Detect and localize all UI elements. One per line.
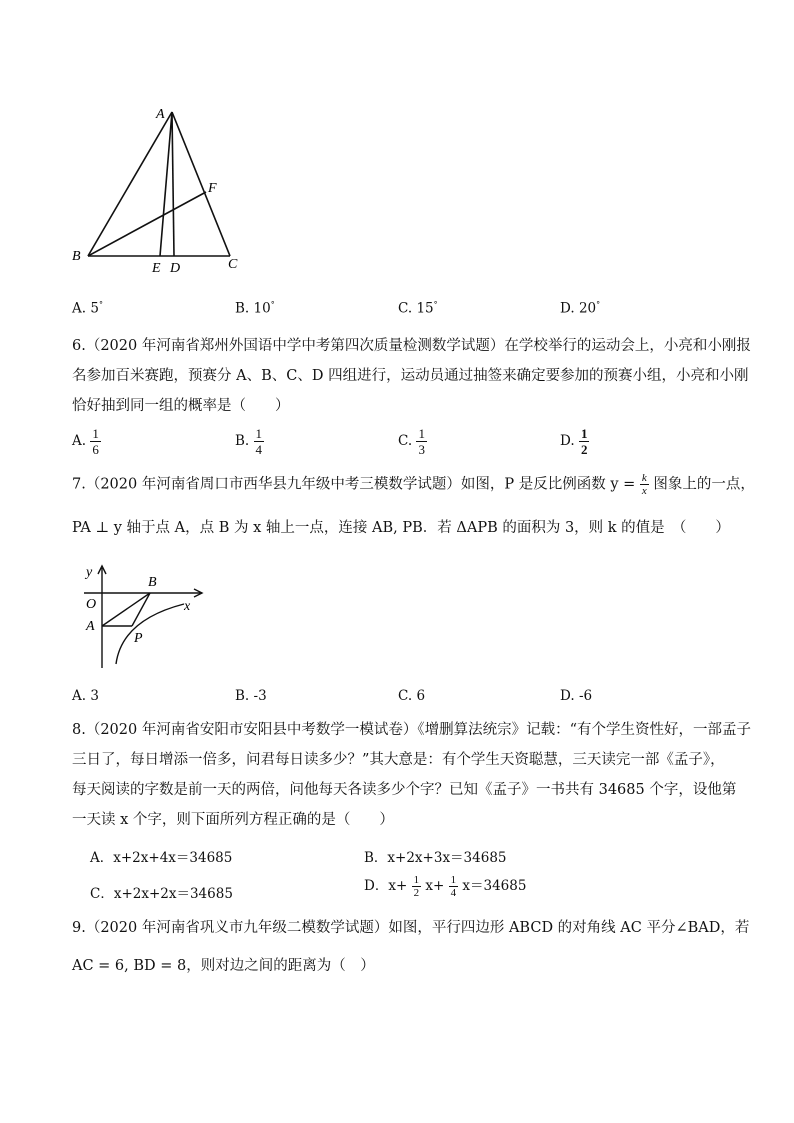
q6-line-3: 恰好抽到同一组的概率是（ ）	[72, 398, 290, 414]
q7-option-a: A. 3	[72, 688, 99, 704]
triangle-figure	[70, 100, 250, 280]
q5-option-b: B. 10°	[235, 300, 275, 317]
q8-line-3: 每天阅读的字数是前一天的两倍，问他每天各读多少个字？已知《孟子》一书共有 34685 个字，设他第	[72, 782, 737, 798]
q8-line-2: 三日了，每日增添一倍多，问君每日读多少？”其大意是：有个学生天资聪慧，三天读完一部《孟子》，	[72, 752, 725, 768]
label-a: A	[156, 107, 165, 122]
q5-option-d: D. 20°	[560, 300, 601, 317]
q5-option-a: A. 5°	[72, 300, 103, 317]
fig2-label-p: P	[134, 631, 143, 646]
q8-option-d: D．x+ $\frac{1}{2}$ x+ $\frac{1}{4}$ x＝34685	[364, 874, 527, 899]
fig2-label-a: A	[86, 619, 95, 634]
q6-option-c: C. $\frac{1}{3}$	[398, 426, 425, 457]
q7-option-b: B. -3	[235, 688, 267, 704]
label-f: F	[208, 181, 217, 196]
q8-line-1: 8.（2020 年河南省安阳市安阳县中考数学一模试卷）《增删算法统宗》记载：“有个学生资性好，一部孟子	[72, 722, 752, 738]
label-d: D	[170, 261, 181, 276]
q7-option-c: C. 6	[398, 688, 426, 704]
fig2-label-b: B	[148, 575, 157, 590]
q8-line-4: 一天读 x 个字，则下面所列方程正确的是（ ）	[72, 812, 394, 828]
q5-option-c: C. 15°	[398, 300, 438, 317]
q8-option-a: A．x+2x+4x＝34685	[90, 850, 233, 866]
q7-line-2: PA ⊥ y 轴于点 A，点 B 为 x 轴上一点，连接 AB, PB．若 ΔAPB 的面积为 3，则 k 的值是 （ ）	[72, 520, 730, 536]
label-e: E	[152, 261, 161, 276]
fig2-label-y: y	[86, 565, 93, 580]
q7-option-d: D. -6	[560, 688, 593, 704]
q6-line-1: 6.（2020 年河南省郑州外国语中学中考第四次质量检测数学试题）在学校举行的运动会上，小亮和小刚报	[72, 338, 751, 354]
q8-option-c: C．x+2x+2x＝34685	[90, 886, 233, 902]
q6-line-2: 名参加百米赛跑，预赛分 A、B、C、D 四组进行，运动员通过抽签来确定要参加的预赛小组，小亮和小刚	[72, 368, 749, 384]
q9-line-2: AC = 6, BD = 8，则对边之间的距离为（ ）	[72, 958, 375, 974]
q7-line-1: 7.（2020 年河南省周口市西华县九年级中考三模数学试题）如图，P 是反比例函数 y = $\frac{k}{x}$ 图象上的一点，	[72, 472, 755, 497]
label-b: B	[72, 249, 81, 264]
label-c: C	[228, 257, 238, 272]
fig2-label-o: O	[86, 597, 97, 612]
q6-option-d: D. $\frac{1}{2}$	[560, 426, 588, 457]
q6-option-b: B. $\frac{1}{4}$	[235, 426, 263, 457]
fig2-label-x: x	[184, 599, 191, 614]
hyperbola-figure	[80, 560, 210, 672]
q9-line-1: 9.（2020 年河南省巩义市九年级二模数学试题）如图，平行四边形 ABCD 的对角线 AC 平分∠BAD，若	[72, 920, 750, 936]
q8-option-b: B．x+2x+3x＝34685	[364, 850, 507, 866]
q6-option-a: A. $\frac{1}{6}$	[72, 426, 99, 457]
